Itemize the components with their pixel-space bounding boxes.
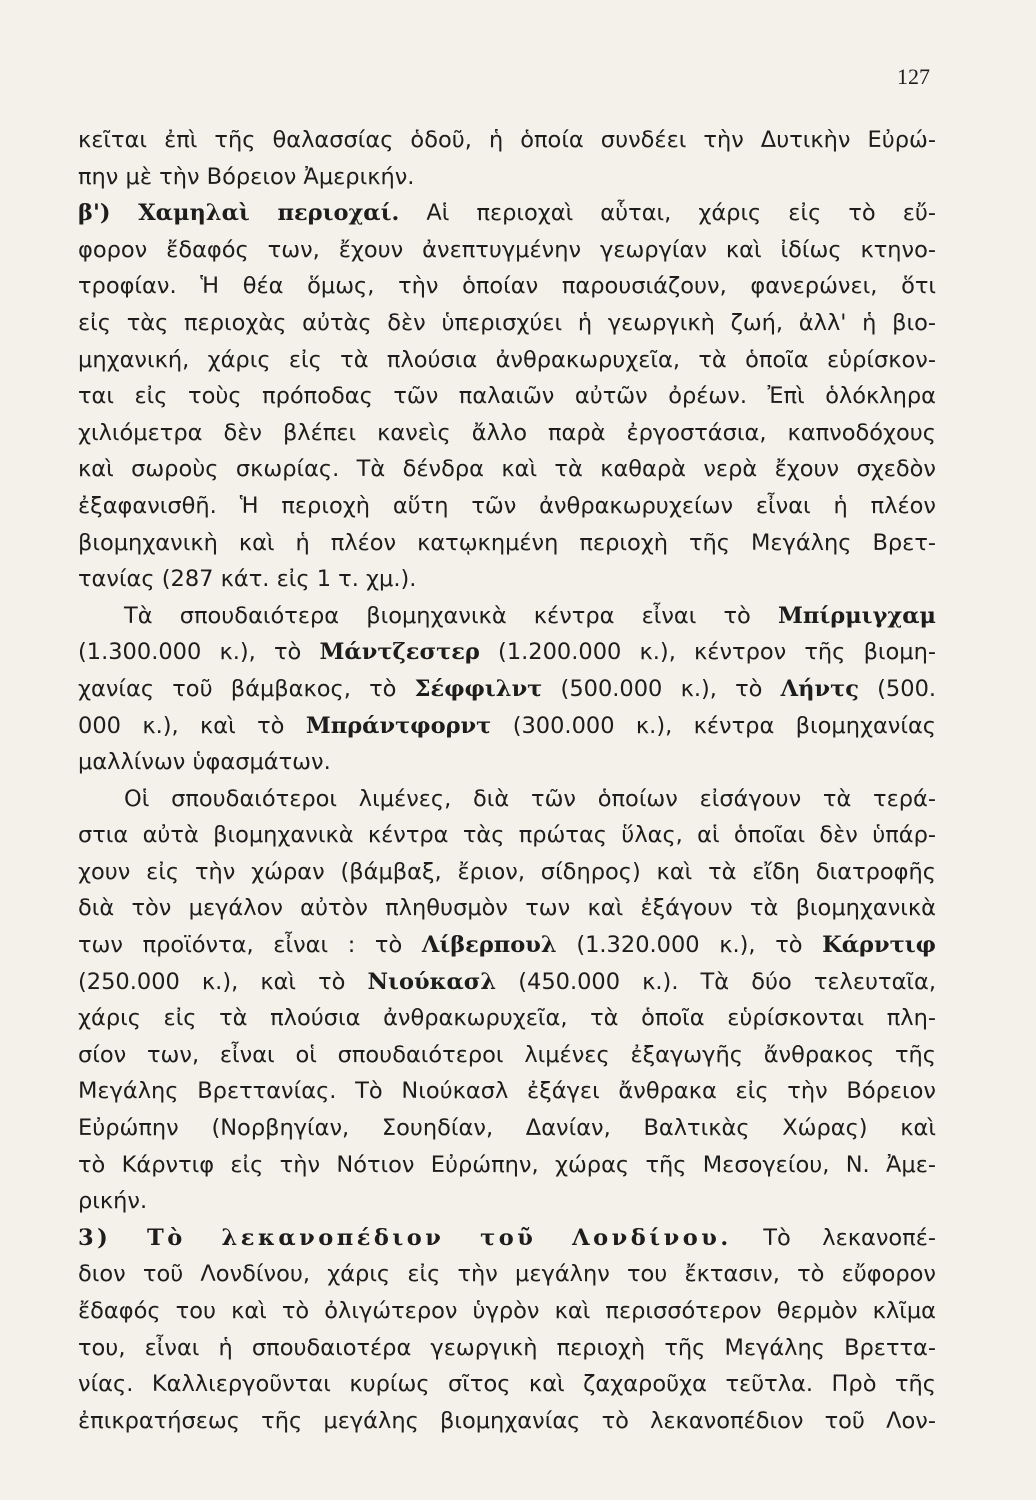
text-line: εἰς τὰς περιοχὰς αὐτὰς δὲν ὑπερισχύει ἡ γεωργικὴ ζωή, ἀλλ' ἡ βιο- xyxy=(78,309,936,336)
text-line: τὸ Κάρντιφ εἰς τὴν Νότιον Εὐρώπην, χώρας τῆς Μεσογείου, Ν. Ἀμε- xyxy=(78,1151,936,1178)
text-line: βιομηχανικὴ καὶ ἡ πλέον κατῳκημένη περιοχὴ τῆς Μεγάλης Βρετ- xyxy=(78,529,936,556)
text-line: σίον των, εἶναι οἱ σπουδαιότεροι λιμένες ἐξαγωγῆς ἄνθρακος τῆς xyxy=(78,1041,936,1068)
section-heading: 3) Τὸ λεκανοπέδιον τοῦ Λονδίνου. xyxy=(78,1224,732,1251)
city-name: Μπράντφορντ xyxy=(305,712,492,739)
text-fragment: Αἱ περιοχαὶ αὗται, χάρις εἰς τὸ εὔ- xyxy=(426,200,936,227)
text-line: νίας. Καλλιεργοῦνται κυρίως σῖτος καὶ ζαχαροῦχα τεῦτλα. Πρὸ τῆς xyxy=(78,1371,936,1398)
text-line: τροφίαν. Ἡ θέα ὅμως, τὴν ὁποίαν παρουσιάζουν, φανερώνει, ὅτι xyxy=(78,273,936,300)
text-line: ἐπικρατήσεως τῆς μεγάλης βιομηχανίας τὸ λεκανοπέδιον τοῦ Λον- xyxy=(78,1407,936,1434)
text-line: ἐξαφανισθῆ. Ἡ περιοχὴ αὕτη τῶν ἀνθρακωρυχείων εἶναι ἡ πλέον xyxy=(78,492,936,519)
text-line xyxy=(78,195,936,232)
text-line: ται εἰς τοὺς πρόποδας τῶν παλαιῶν αὐτῶν ὀρέων. Ἐπὶ ὁλόκληρα xyxy=(78,383,936,410)
page-text xyxy=(78,122,936,1439)
text-line: χάρις εἰς τὰ πλούσια ἀνθρακωρυχεῖα, τὰ ὁποῖα εὑρίσκονται πλη- xyxy=(78,1005,936,1032)
text-line: ἔδαφός του καὶ τὸ ὀλιγώτερον ὑγρὸν καὶ περισσότερον θερμὸν κλῖμα xyxy=(78,1298,936,1324)
text-line: πην μὲ τὴν Βόρειον Ἀμερικήν. xyxy=(78,163,415,190)
text-line xyxy=(78,634,936,671)
text-fragment: (500.000 κ.), τὸ xyxy=(560,675,763,702)
text-line: Μεγάλης Βρεττανίας. Τὸ Νιούκασλ ἐξάγει ἄνθρακα εἰς τὴν Βόρειον xyxy=(78,1078,936,1105)
text-fragment: Τὸ λεκανοπέ- xyxy=(763,1224,936,1251)
text-line: καὶ σωροὺς σκωρίας. Τὰ δένδρα καὶ τὰ καθαρὰ νερὰ ἔχουν σχεδὸν xyxy=(78,456,936,483)
city-name: Λίβερπουλ xyxy=(421,932,557,959)
text-fragment: (500. xyxy=(877,675,936,702)
text-line xyxy=(78,671,936,708)
city-name: Σέφφιλντ xyxy=(414,675,543,702)
text-line: χιλιόμετρα δὲν βλέπει κανεὶς ἄλλο παρὰ ἐργοστάσια, καπνοδόχους xyxy=(78,419,936,446)
text-line: χουν εἰς τὴν χώραν (βάμβαξ, ἔριον, σίδηρος) καὶ τὰ εἴδη διατροφῆς xyxy=(78,858,936,885)
text-fragment: των προϊόντα, εἶναι : τὸ xyxy=(78,932,403,959)
text-fragment: (250.000 κ.), καὶ τὸ xyxy=(78,968,346,995)
text-line xyxy=(78,598,936,635)
city-name: Νιούκασλ xyxy=(367,968,497,995)
text-line xyxy=(78,708,936,745)
text-line: Οἱ σπουδαιότεροι λιμένες, διὰ τῶν ὁποίων εἰσάγουν τὰ τερά- xyxy=(124,785,936,812)
text-line: κεῖται ἐπὶ τῆς θαλασσίας ὁδοῦ, ἡ ὁποία συνδέει τὴν Δυτικὴν Εὐρώ- xyxy=(78,127,936,153)
text-fragment: 000 κ.), καὶ τὸ xyxy=(78,712,285,739)
text-fragment: χανίας τοῦ βάμβακος, τὸ xyxy=(78,675,397,702)
city-name: Κάρντιφ xyxy=(822,932,936,959)
text-line xyxy=(78,1220,936,1257)
text-fragment: Τὰ σπουδαιότερα βιομηχανικὰ κέντρα εἶναι τὸ xyxy=(124,602,751,629)
text-fragment: (300.000 κ.), κέντρα βιομηχανίας xyxy=(512,712,936,739)
city-name: Μπίρμιγχαμ xyxy=(777,602,936,629)
text-line: φορον ἔδαφός των, ἔχουν ἀνεπτυγμένην γεωργίαν καὶ ἰδίως κτηνο- xyxy=(78,236,936,263)
text-line: ρικήν. xyxy=(78,1188,148,1215)
text-fragment: (1.200.000 κ.), κέντρον τῆς βιομη- xyxy=(498,639,936,666)
text-line: του, εἶναι ἡ σπουδαιοτέρα γεωργικὴ περιοχὴ τῆς Μεγάλης Βρεττα- xyxy=(78,1334,936,1361)
text-line: στια αὐτὰ βιομηχανικὰ κέντρα τὰς πρώτας ὕλας, αἱ ὁποῖαι δὲν ὑπάρ- xyxy=(78,822,936,849)
text-line xyxy=(78,927,936,964)
text-line xyxy=(78,964,936,1001)
text-line: διὰ τὸν μεγάλον αὐτὸν πληθυσμὸν των καὶ ἐξάγουν τὰ βιομηχανικὰ xyxy=(78,895,936,922)
text-line: διον τοῦ Λονδίνου, χάρις εἰς τὴν μεγάλην του ἔκτασιν, τὸ εὔφορον xyxy=(78,1261,936,1288)
text-fragment: (450.000 κ.). Τὰ δύο τελευταῖα, xyxy=(518,968,936,995)
text-line: μαλλίνων ὑφασμάτων. xyxy=(78,749,331,776)
text-line: μηχανική, χάρις εἰς τὰ πλούσια ἀνθρακωρυχεῖα, τὰ ὁποῖα εὑρίσκον- xyxy=(78,346,936,373)
text-fragment: (1.300.000 κ.), τὸ xyxy=(78,639,302,666)
city-name: Λήντς xyxy=(780,675,859,702)
text-line: τανίας (287 κάτ. εἰς 1 τ. χμ.). xyxy=(78,566,417,593)
section-heading: β') Χαμηλαὶ περιοχαί. xyxy=(78,200,400,227)
text-line: Εὐρώπην (Νορβηγίαν, Σουηδίαν, Δανίαν, Βαλτικὰς Χώρας) καὶ xyxy=(78,1115,936,1142)
text-fragment: (1.320.000 κ.), τὸ xyxy=(576,932,803,959)
city-name: Μάντζεστερ xyxy=(319,639,480,666)
page-number: 127 xyxy=(897,64,930,89)
